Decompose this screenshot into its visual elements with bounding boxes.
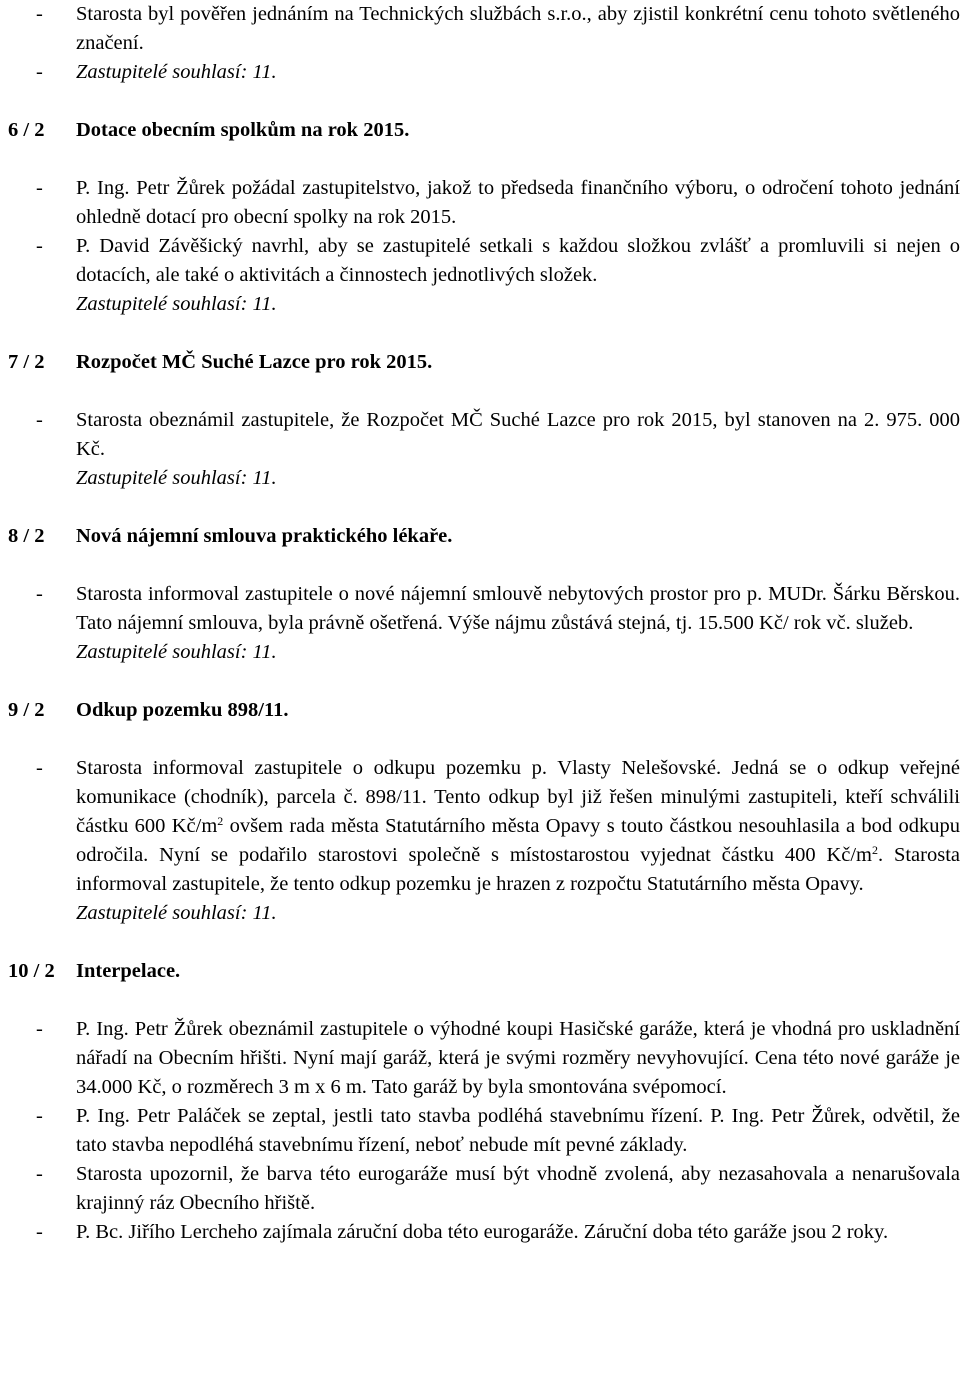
bullet-dash: - <box>36 61 43 83</box>
section-number: 8 / 2 <box>8 525 45 547</box>
list-item <box>8 1102 960 1160</box>
section-heading <box>8 348 960 377</box>
section-title: Rozpočet MČ Suché Lazce pro rok 2015. <box>76 351 433 373</box>
vote-result: Zastupitelé souhlasí: 11. <box>76 61 277 83</box>
list-item <box>8 174 960 232</box>
section-number: 6 / 2 <box>8 119 45 141</box>
list-item <box>8 1160 960 1218</box>
section-number: 10 / 2 <box>8 960 55 982</box>
bullet-dash: - <box>36 3 43 25</box>
list-item <box>8 580 960 638</box>
item-text: P. Ing. Petr Žůrek obeznámil zastupitele o výhodné koupi Hasičské garáže, která je vhodná pro uskladnění nářadí na Obecním hřišti. Nyní mají garáž, která je svými rozměry nevyhovující. Cena této nové garáže je 34.000 Kč, o rozměrech 3 m x 6 m. Tato garáž by byla smontována svépomocí. <box>76 1018 960 1098</box>
section-title: Odkup pozemku 898/11. <box>76 699 289 721</box>
superscript: 2 <box>217 814 224 828</box>
item-text: P. Ing. Petr Žůrek požádal zastupitelstvo, jakož to předseda finančního výboru, o odročení tohoto jednání ohledně dotací pro obecní spolky na rok 2015. <box>76 177 960 228</box>
item-text: Starosta obeznámil zastupitele, že Rozpočet MČ Suché Lazce pro rok 2015, byl stanoven na 2. 975. 000 Kč. <box>76 409 960 460</box>
item-text-part: . Starosta informoval zastupitele, že tento odkup pozemku je hrazen z rozpočtu Statutárního města Opavy. <box>76 844 960 895</box>
item-text: Starosta upozornil, že barva této eurogaráže musí být vhodně zvolená, aby nezasahovala a nenarušovala krajinný ráz Obecního hřiště. <box>76 1163 960 1214</box>
bullet-dash: - <box>36 583 43 605</box>
bullet-dash: - <box>36 177 43 199</box>
bullet-dash: - <box>36 757 43 779</box>
section-heading <box>8 957 960 986</box>
list-item <box>8 1218 960 1247</box>
section-heading <box>8 696 960 725</box>
item-text: P. Bc. Jiřího Lercheho zajímala záruční doba této eurogaráže. Záruční doba této garáže jsou 2 roky. <box>76 1221 889 1243</box>
item-text-part: Starosta informoval zastupitele o odkupu pozemku p. Vlasty Nelešovské. Jedná se o odkup veřejné komunikace (chodník), parcela č. 898/11. Tento odkup byl již řešen minulými zastupiteli, kteří schválili částku 600 Kč/m <box>76 757 960 837</box>
section-number: 9 / 2 <box>8 699 45 721</box>
bullet-dash: - <box>36 1221 43 1243</box>
bullet-dash: - <box>36 1018 43 1040</box>
list-item <box>8 754 960 899</box>
section-number: 7 / 2 <box>8 351 45 373</box>
vote-result: Zastupitelé souhlasí: 11. <box>76 902 277 924</box>
item-text: Starosta byl pověřen jednáním na Technických službách s.r.o., aby zjistil konkrétní cenu tohoto světleného značení. <box>76 3 960 54</box>
item-text: P. Ing. Petr Paláček se zeptal, jestli tato stavba podléhá stavebnímu řízení. P. Ing. Petr Žůrek, odvětil, že tato stavba nepodléhá stavebnímu řízení, neboť nebude mít pevné základy. <box>76 1105 960 1156</box>
section-title: Interpelace. <box>76 960 181 982</box>
section-title: Nová nájemní smlouva praktického lékaře. <box>76 525 453 547</box>
vote-result: Zastupitelé souhlasí: 11. <box>76 467 277 489</box>
section-heading <box>8 116 960 145</box>
list-item <box>8 1015 960 1102</box>
item-text: P. David Závěšický navrhl, aby se zastupitelé setkali s každou složkou zvlášť a promluvili si nejen o dotacích, ale také o aktivitách a činnostech jednotlivých složek. <box>76 235 960 286</box>
bullet-dash: - <box>36 1163 43 1185</box>
list-item <box>8 232 960 290</box>
item-text-part: ovšem rada města Statutárního města Opavy s touto částkou nesouhlasila a bod odkupu odročila. Nyní se podařilo starostovi společně s místostarostou vyjednat částku 400 Kč/m <box>76 815 960 866</box>
list-item <box>8 58 960 87</box>
item-text: Starosta informoval zastupitele o nové nájemní smlouvě nebytových prostor pro p. MUDr. Šárku Běrskou. Tato nájemní smlouva, byla právně ošetřená. Výše nájmu zůstává stejná, tj. 15.500 Kč/ rok vč. služeb. <box>76 583 960 634</box>
item-text <box>76 754 960 899</box>
list-item <box>8 0 960 58</box>
bullet-dash: - <box>36 1105 43 1127</box>
section-heading <box>8 522 960 551</box>
bullet-dash: - <box>36 235 43 257</box>
bullet-dash: - <box>36 409 43 431</box>
superscript: 2 <box>872 843 878 857</box>
vote-result: Zastupitelé souhlasí: 11. <box>76 293 277 315</box>
vote-result: Zastupitelé souhlasí: 11. <box>76 641 277 663</box>
list-item <box>8 406 960 464</box>
section-title: Dotace obecním spolkům na rok 2015. <box>76 119 410 141</box>
